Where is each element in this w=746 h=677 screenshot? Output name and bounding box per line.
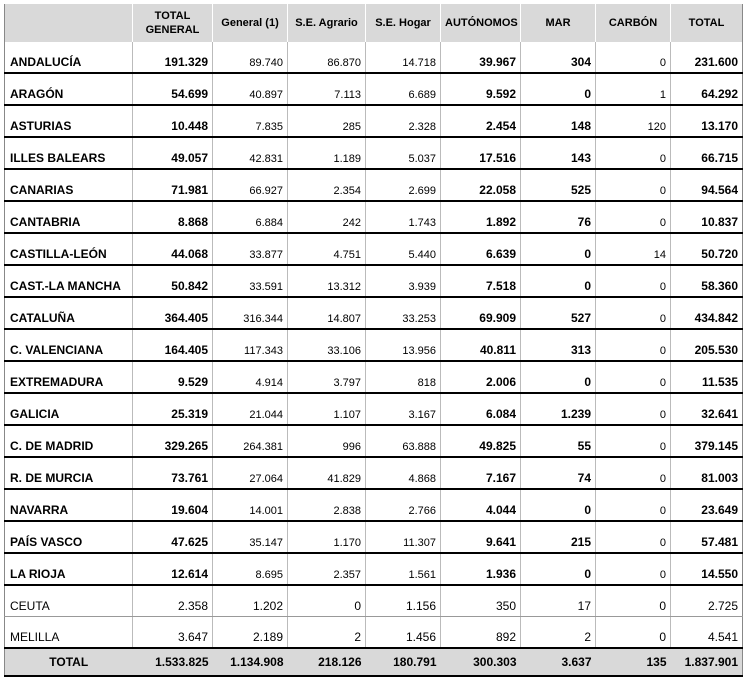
cell-general: 89.740	[213, 42, 288, 73]
cell-se-hogar: 1.561	[366, 553, 441, 585]
cell-se-hogar: 14.718	[366, 42, 441, 73]
cell-total: 13.170	[671, 105, 743, 137]
totals-se-hogar: 180.791	[366, 648, 441, 676]
table-row	[5, 201, 743, 233]
cell-general: 40.897	[213, 73, 288, 105]
cell-se-agrario: 285	[288, 105, 366, 137]
totals-label: TOTAL	[5, 648, 133, 676]
cell-mar: 1.239	[521, 393, 596, 425]
cell-autonomos: 7.518	[441, 265, 521, 297]
cell-autonomos: 39.967	[441, 42, 521, 73]
cell-general: 2.189	[213, 617, 288, 649]
cell-total-general: 2.358	[133, 585, 213, 617]
cell-total-general: 3.647	[133, 617, 213, 649]
cell-general: 8.695	[213, 553, 288, 585]
cell-region-name: ILLES BALEARS	[5, 137, 133, 169]
cell-general: 4.914	[213, 361, 288, 393]
cell-carbon: 0	[596, 425, 671, 457]
cell-carbon: 0	[596, 585, 671, 617]
cell-autonomos: 1.892	[441, 201, 521, 233]
cell-region-name: C. VALENCIANA	[5, 329, 133, 361]
cell-region-name: CEUTA	[5, 585, 133, 617]
cell-carbon: 0	[596, 361, 671, 393]
cell-se-hogar: 2.328	[366, 105, 441, 137]
header-region	[5, 4, 133, 42]
cell-total-general: 10.448	[133, 105, 213, 137]
totals-mar: 3.637	[521, 648, 596, 676]
cell-autonomos: 2.454	[441, 105, 521, 137]
cell-se-agrario: 4.751	[288, 233, 366, 265]
affiliation-table	[4, 4, 743, 677]
cell-se-agrario: 14.807	[288, 297, 366, 329]
cell-carbon: 0	[596, 329, 671, 361]
cell-general: 264.381	[213, 425, 288, 457]
cell-mar: 55	[521, 425, 596, 457]
cell-total: 58.360	[671, 265, 743, 297]
header-autonomos: AUTÓNOMOS	[441, 4, 521, 42]
cell-total: 57.481	[671, 521, 743, 553]
totals-total: 1.837.901	[671, 648, 743, 676]
cell-total-general: 25.319	[133, 393, 213, 425]
cell-autonomos: 40.811	[441, 329, 521, 361]
cell-se-hogar: 2.766	[366, 489, 441, 521]
cell-total-general: 12.614	[133, 553, 213, 585]
cell-mar: 2	[521, 617, 596, 649]
cell-se-hogar: 1.743	[366, 201, 441, 233]
cell-total-general: 191.329	[133, 42, 213, 73]
cell-region-name: GALICIA	[5, 393, 133, 425]
cell-general: 6.884	[213, 201, 288, 233]
cell-carbon: 0	[596, 137, 671, 169]
cell-total-general: 50.842	[133, 265, 213, 297]
cell-carbon: 14	[596, 233, 671, 265]
cell-se-hogar: 818	[366, 361, 441, 393]
cell-autonomos: 17.516	[441, 137, 521, 169]
table-row	[5, 617, 743, 649]
cell-mar: 76	[521, 201, 596, 233]
cell-se-hogar: 1.156	[366, 585, 441, 617]
cell-total-general: 54.699	[133, 73, 213, 105]
cell-autonomos: 49.825	[441, 425, 521, 457]
cell-se-hogar: 5.440	[366, 233, 441, 265]
cell-mar: 0	[521, 489, 596, 521]
cell-general: 35.147	[213, 521, 288, 553]
cell-mar: 304	[521, 42, 596, 73]
table-row	[5, 73, 743, 105]
cell-total-general: 44.068	[133, 233, 213, 265]
table-row	[5, 329, 743, 361]
cell-total-general: 364.405	[133, 297, 213, 329]
cell-region-name: ASTURIAS	[5, 105, 133, 137]
cell-total: 4.541	[671, 617, 743, 649]
cell-se-agrario: 2.354	[288, 169, 366, 201]
table-row	[5, 393, 743, 425]
cell-carbon: 0	[596, 42, 671, 73]
cell-carbon: 0	[596, 521, 671, 553]
cell-total: 2.725	[671, 585, 743, 617]
table-row	[5, 585, 743, 617]
cell-autonomos: 4.044	[441, 489, 521, 521]
cell-total: 231.600	[671, 42, 743, 73]
cell-general: 7.835	[213, 105, 288, 137]
header-se-hogar: S.E. Hogar	[366, 4, 441, 42]
cell-total-general: 49.057	[133, 137, 213, 169]
cell-general: 1.202	[213, 585, 288, 617]
cell-total-general: 19.604	[133, 489, 213, 521]
table-row	[5, 233, 743, 265]
cell-se-hogar: 13.956	[366, 329, 441, 361]
cell-se-hogar: 1.456	[366, 617, 441, 649]
cell-total: 23.649	[671, 489, 743, 521]
cell-se-agrario: 33.106	[288, 329, 366, 361]
cell-carbon: 0	[596, 553, 671, 585]
cell-total: 14.550	[671, 553, 743, 585]
cell-region-name: ANDALUCÍA	[5, 42, 133, 73]
cell-total: 379.145	[671, 425, 743, 457]
cell-general: 33.591	[213, 265, 288, 297]
cell-carbon: 0	[596, 169, 671, 201]
totals-se-agrario: 218.126	[288, 648, 366, 676]
cell-total: 434.842	[671, 297, 743, 329]
totals-general: 1.134.908	[213, 648, 288, 676]
cell-se-hogar: 2.699	[366, 169, 441, 201]
table-row	[5, 553, 743, 585]
header-total: TOTAL	[671, 4, 743, 42]
cell-region-name: C. DE MADRID	[5, 425, 133, 457]
cell-se-agrario: 996	[288, 425, 366, 457]
cell-general: 14.001	[213, 489, 288, 521]
table-row	[5, 489, 743, 521]
totals-carbon: 135	[596, 648, 671, 676]
cell-autonomos: 9.592	[441, 73, 521, 105]
cell-total: 64.292	[671, 73, 743, 105]
header-mar: MAR	[521, 4, 596, 42]
cell-total: 81.003	[671, 457, 743, 489]
cell-mar: 0	[521, 361, 596, 393]
cell-se-hogar: 5.037	[366, 137, 441, 169]
cell-total: 50.720	[671, 233, 743, 265]
cell-general: 21.044	[213, 393, 288, 425]
cell-se-hogar: 63.888	[366, 425, 441, 457]
cell-autonomos: 1.936	[441, 553, 521, 585]
cell-mar: 313	[521, 329, 596, 361]
cell-se-agrario: 3.797	[288, 361, 366, 393]
cell-carbon: 0	[596, 617, 671, 649]
cell-total: 11.535	[671, 361, 743, 393]
totals-row	[5, 648, 743, 676]
cell-mar: 0	[521, 73, 596, 105]
cell-region-name: EXTREMADURA	[5, 361, 133, 393]
cell-mar: 143	[521, 137, 596, 169]
cell-region-name: PAÍS VASCO	[5, 521, 133, 553]
cell-total-general: 329.265	[133, 425, 213, 457]
cell-se-hogar: 11.307	[366, 521, 441, 553]
cell-mar: 525	[521, 169, 596, 201]
cell-region-name: CAST.-LA MANCHA	[5, 265, 133, 297]
cell-mar: 0	[521, 233, 596, 265]
cell-region-name: R. DE MURCIA	[5, 457, 133, 489]
header-se-agrario: S.E. Agrario	[288, 4, 366, 42]
cell-mar: 215	[521, 521, 596, 553]
cell-se-agrario: 1.189	[288, 137, 366, 169]
cell-total: 94.564	[671, 169, 743, 201]
table-body	[5, 42, 743, 648]
cell-region-name: ARAGÓN	[5, 73, 133, 105]
cell-total-general: 71.981	[133, 169, 213, 201]
header-carbon: CARBÓN	[596, 4, 671, 42]
cell-se-agrario: 2	[288, 617, 366, 649]
cell-general: 33.877	[213, 233, 288, 265]
cell-region-name: NAVARRA	[5, 489, 133, 521]
cell-carbon: 0	[596, 489, 671, 521]
cell-region-name: CANARIAS	[5, 169, 133, 201]
cell-carbon: 0	[596, 297, 671, 329]
cell-carbon: 0	[596, 393, 671, 425]
cell-se-agrario: 7.113	[288, 73, 366, 105]
cell-carbon: 1	[596, 73, 671, 105]
cell-total-general: 8.868	[133, 201, 213, 233]
cell-se-hogar: 33.253	[366, 297, 441, 329]
cell-se-hogar: 6.689	[366, 73, 441, 105]
cell-autonomos: 6.639	[441, 233, 521, 265]
header-general: General (1)	[213, 4, 288, 42]
cell-mar: 0	[521, 553, 596, 585]
cell-region-name: CATALUÑA	[5, 297, 133, 329]
cell-region-name: MELILLA	[5, 617, 133, 649]
cell-mar: 148	[521, 105, 596, 137]
table-row	[5, 361, 743, 393]
table-row	[5, 457, 743, 489]
cell-se-hogar: 4.868	[366, 457, 441, 489]
cell-carbon: 0	[596, 265, 671, 297]
cell-autonomos: 2.006	[441, 361, 521, 393]
cell-se-agrario: 1.107	[288, 393, 366, 425]
cell-autonomos: 69.909	[441, 297, 521, 329]
cell-general: 316.344	[213, 297, 288, 329]
cell-total: 32.641	[671, 393, 743, 425]
cell-carbon: 120	[596, 105, 671, 137]
cell-se-agrario: 13.312	[288, 265, 366, 297]
cell-se-agrario: 41.829	[288, 457, 366, 489]
cell-autonomos: 22.058	[441, 169, 521, 201]
cell-region-name: CANTABRIA	[5, 201, 133, 233]
table-row	[5, 265, 743, 297]
table-row	[5, 105, 743, 137]
cell-total-general: 47.625	[133, 521, 213, 553]
table-footer	[5, 648, 743, 676]
table-row	[5, 42, 743, 73]
cell-carbon: 0	[596, 201, 671, 233]
cell-se-agrario: 0	[288, 585, 366, 617]
cell-total-general: 164.405	[133, 329, 213, 361]
cell-mar: 527	[521, 297, 596, 329]
cell-autonomos: 350	[441, 585, 521, 617]
cell-se-agrario: 2.357	[288, 553, 366, 585]
cell-se-hogar: 3.939	[366, 265, 441, 297]
cell-region-name: LA RIOJA	[5, 553, 133, 585]
table-header	[5, 4, 743, 42]
cell-general: 27.064	[213, 457, 288, 489]
cell-total: 10.837	[671, 201, 743, 233]
cell-region-name: CASTILLA-LEÓN	[5, 233, 133, 265]
totals-autonomos: 300.303	[441, 648, 521, 676]
cell-autonomos: 892	[441, 617, 521, 649]
cell-general: 42.831	[213, 137, 288, 169]
cell-total-general: 9.529	[133, 361, 213, 393]
cell-se-hogar: 3.167	[366, 393, 441, 425]
cell-total: 205.530	[671, 329, 743, 361]
cell-se-agrario: 2.838	[288, 489, 366, 521]
table-row	[5, 297, 743, 329]
cell-mar: 17	[521, 585, 596, 617]
cell-autonomos: 6.084	[441, 393, 521, 425]
header-total-general: TOTAL GENERAL	[133, 4, 213, 42]
cell-total-general: 73.761	[133, 457, 213, 489]
table-row	[5, 169, 743, 201]
cell-se-agrario: 1.170	[288, 521, 366, 553]
cell-autonomos: 9.641	[441, 521, 521, 553]
cell-mar: 0	[521, 265, 596, 297]
cell-total: 66.715	[671, 137, 743, 169]
cell-mar: 74	[521, 457, 596, 489]
table-row	[5, 521, 743, 553]
cell-se-agrario: 242	[288, 201, 366, 233]
cell-general: 117.343	[213, 329, 288, 361]
totals-total-general: 1.533.825	[133, 648, 213, 676]
table-row	[5, 425, 743, 457]
cell-general: 66.927	[213, 169, 288, 201]
cell-autonomos: 7.167	[441, 457, 521, 489]
cell-carbon: 0	[596, 457, 671, 489]
table-row	[5, 137, 743, 169]
cell-se-agrario: 86.870	[288, 42, 366, 73]
